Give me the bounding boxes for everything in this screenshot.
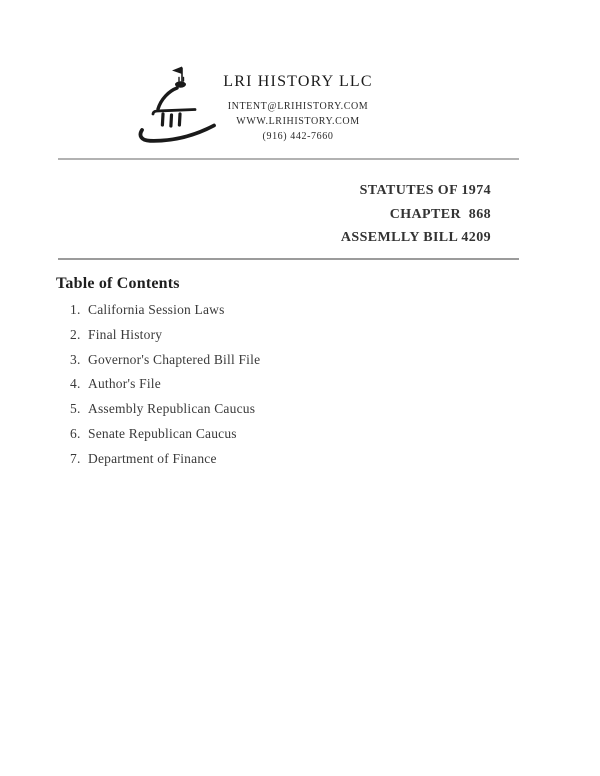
toc-item-label: California Session Laws xyxy=(88,302,225,317)
statutes-block xyxy=(341,179,491,250)
toc-title: Table of Contents xyxy=(56,275,180,292)
toc-item-number: 4. xyxy=(70,376,81,392)
toc-item-label: Assembly Republican Caucus xyxy=(88,401,256,417)
toc-item xyxy=(70,352,490,377)
toc-item xyxy=(70,426,490,451)
company-name: LRI HISTORY LLC xyxy=(223,73,373,90)
toc-item-label: Final History xyxy=(88,326,163,342)
toc-item-label: Author's File xyxy=(88,376,161,392)
toc-item-number: 3. xyxy=(70,351,81,367)
company-phone: (916) 442-7660 xyxy=(262,131,334,142)
divider-top xyxy=(58,158,519,160)
divider-bottom xyxy=(58,258,519,260)
toc-item-number: 1. xyxy=(70,302,81,317)
letterhead xyxy=(173,72,423,144)
statutes-chapter-line: CHAPTER 868 xyxy=(389,206,491,222)
company-website: WWW.LRIHISTORY.COM xyxy=(236,116,360,127)
toc-item xyxy=(70,327,490,352)
toc-item-number: 2. xyxy=(70,326,81,342)
toc-item xyxy=(70,401,490,426)
toc-list xyxy=(70,302,490,476)
toc-item xyxy=(70,451,490,476)
toc-item-number: 5. xyxy=(70,401,81,417)
toc-item xyxy=(70,376,490,401)
toc-item-label: Department of Finance xyxy=(88,450,217,466)
toc-item-label: Senate Republican Caucus xyxy=(88,425,237,441)
statutes-bill-line: ASSEMLLY BILL 4209 xyxy=(340,230,491,246)
statutes-year-line: STATUTES OF 1974 xyxy=(359,183,491,198)
company-email: INTENT@LRIHISTORY.COM xyxy=(227,101,369,112)
toc-item xyxy=(70,302,490,327)
toc-item-label: Governor's Chaptered Bill File xyxy=(88,351,261,367)
toc-item-number: 6. xyxy=(70,425,81,441)
toc-item-number: 7. xyxy=(70,450,81,466)
